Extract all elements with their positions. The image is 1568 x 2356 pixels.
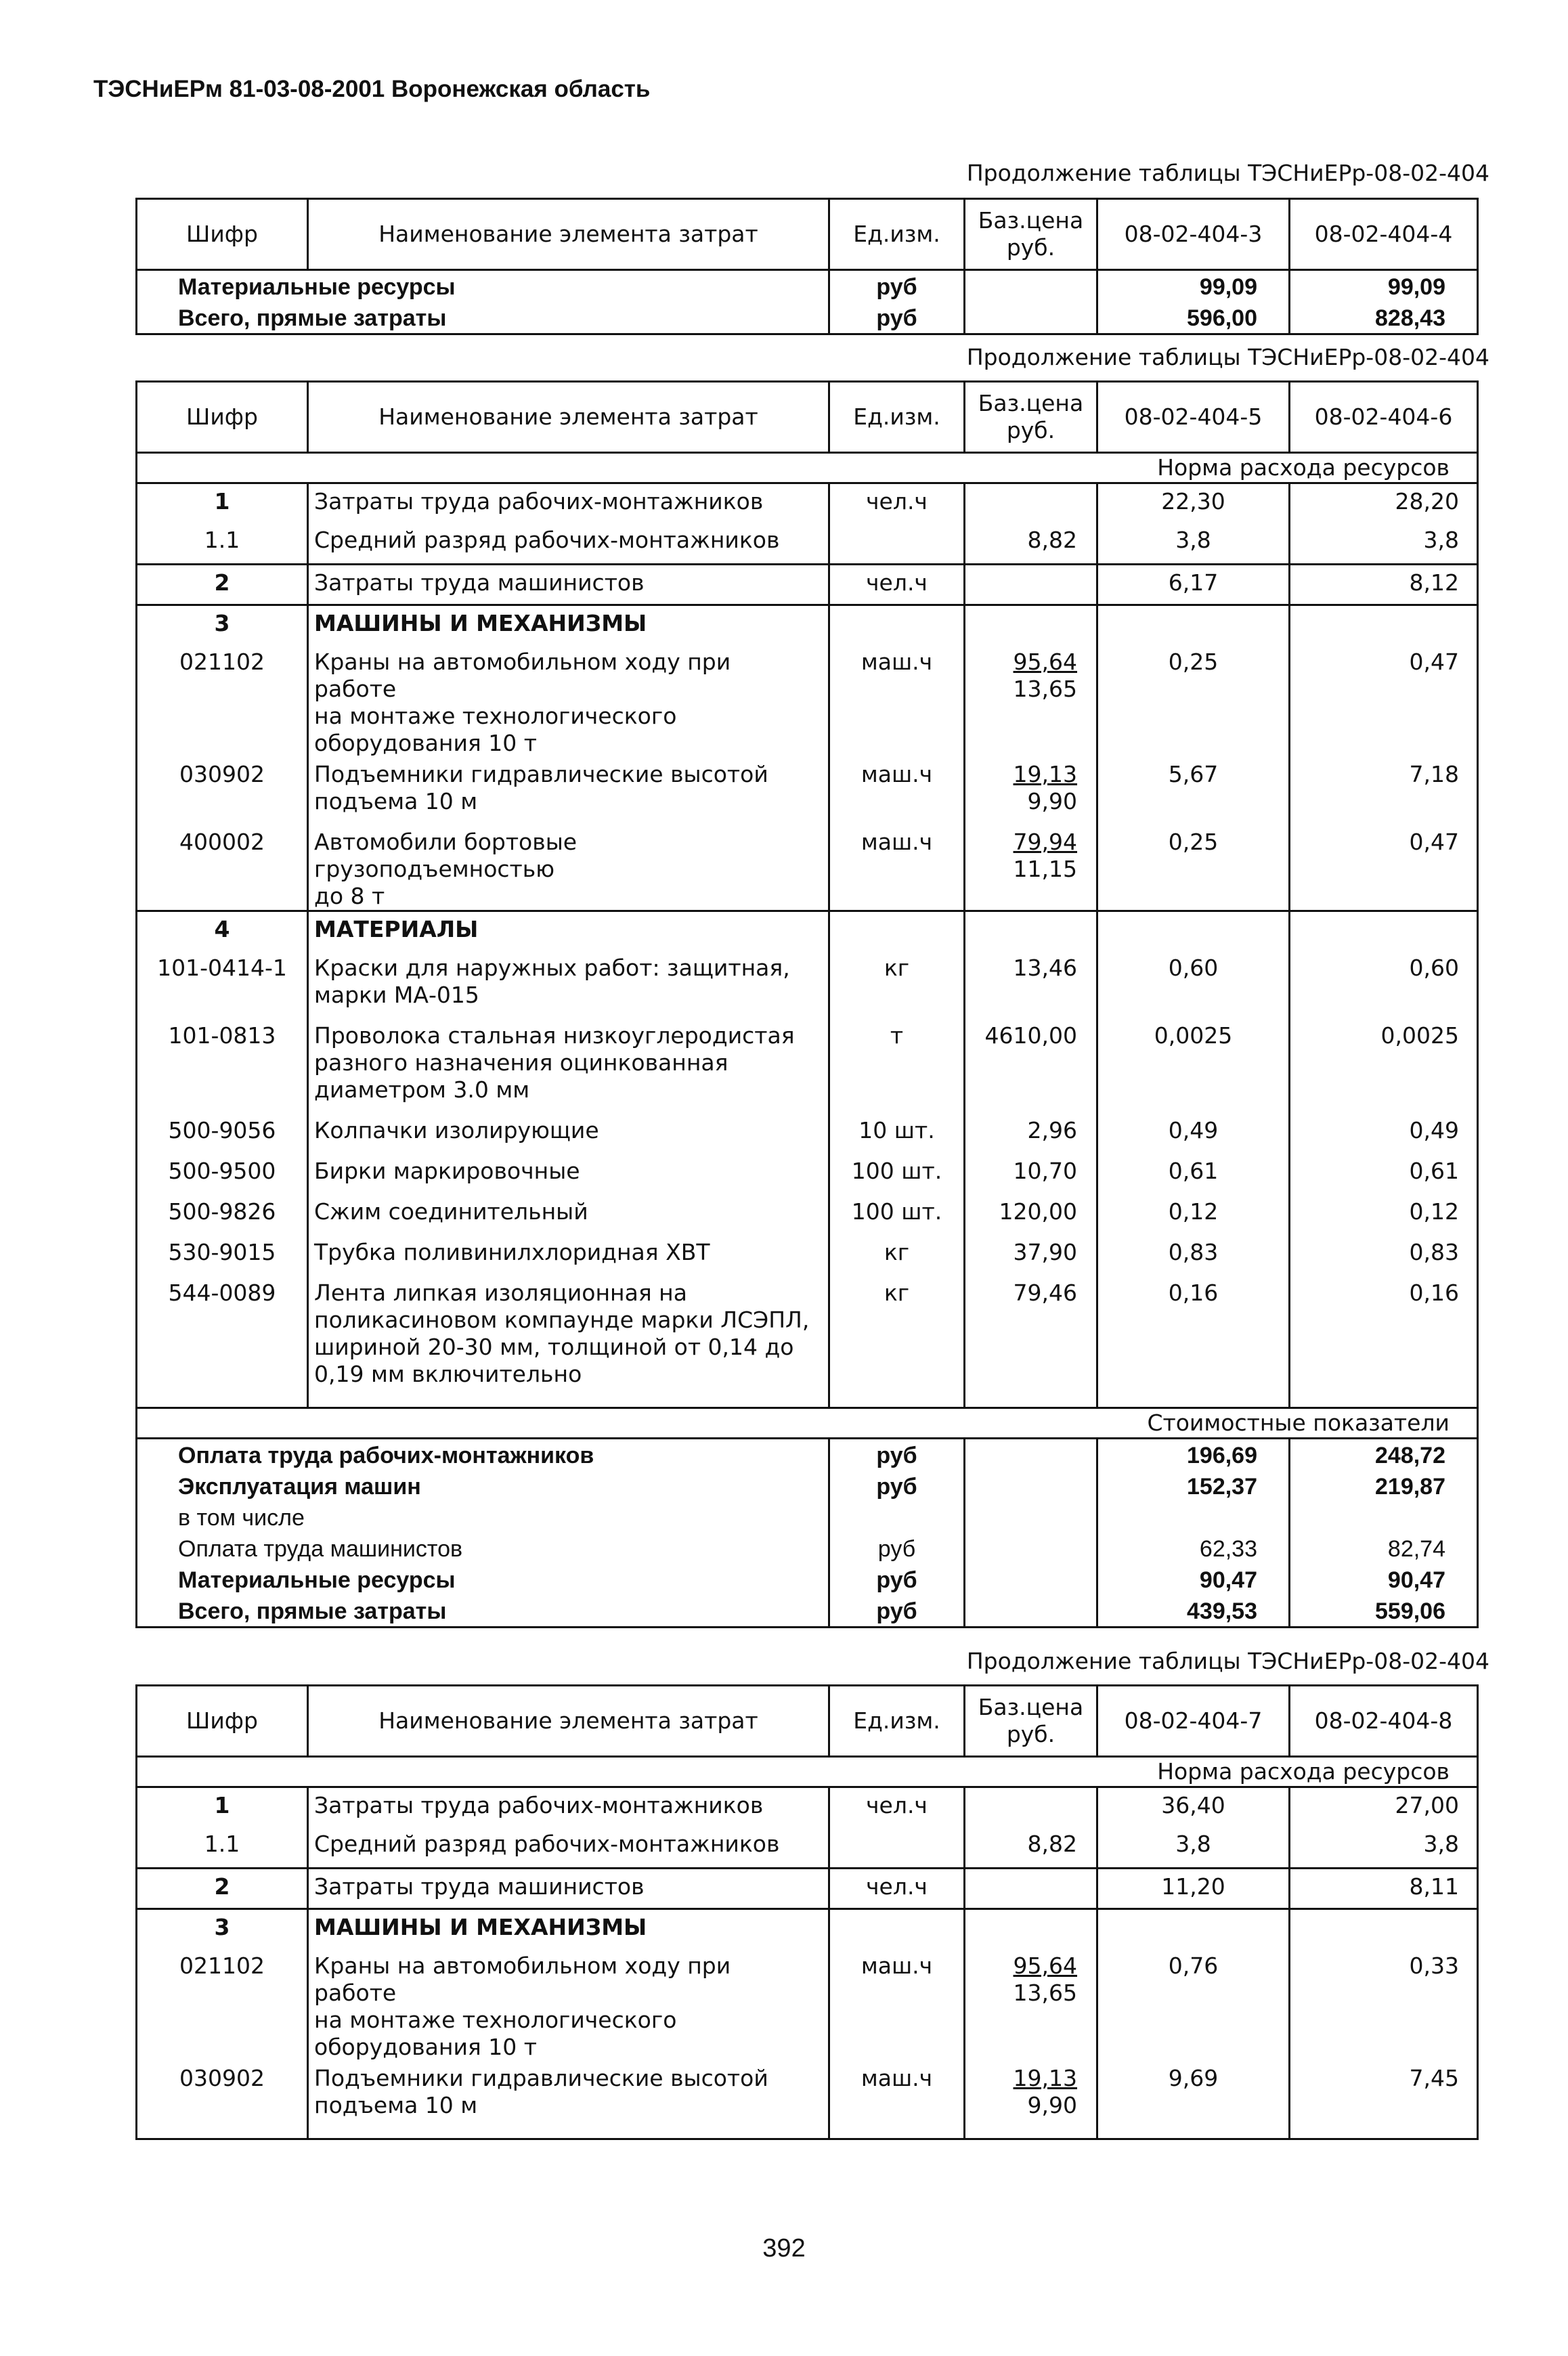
table-row xyxy=(137,1867,1477,1908)
summary-value-col1: 62,33 xyxy=(1096,1533,1288,1564)
row-price xyxy=(963,484,1096,523)
row-value-col1: 3,8 xyxy=(1096,523,1288,563)
summary-name: Материальные ресурсы xyxy=(178,274,456,300)
summary-row xyxy=(137,302,1477,333)
summary-value-col1: 596,00 xyxy=(1096,302,1288,333)
norm-subheader: Норма расхода ресурсов xyxy=(137,452,1477,482)
row-price xyxy=(963,1827,1096,1867)
row-unit: маш.ч xyxy=(828,757,963,825)
page-header: ТЭСНиЕРм 81-03-08-2001 Воронежская область xyxy=(93,76,651,102)
summary-price xyxy=(963,1439,1096,1470)
table-row xyxy=(137,1194,1477,1235)
row-unit: чел.ч xyxy=(828,1869,963,1908)
table-row xyxy=(137,1908,1477,1948)
spacer-cell xyxy=(137,2129,307,2138)
table-row xyxy=(137,825,1477,910)
row-price xyxy=(963,645,1096,757)
row-code: 1 xyxy=(214,488,230,515)
row-name: МАШИНЫ И МЕХАНИЗМЫ xyxy=(307,606,828,645)
summary-unit: руб xyxy=(828,1533,963,1564)
row-unit xyxy=(828,1910,963,1948)
row-value-col2: 0,12 xyxy=(1288,1194,1477,1235)
summary-price xyxy=(963,1595,1096,1626)
table-row xyxy=(137,482,1477,523)
summary-row xyxy=(137,269,1477,302)
summary-unit: руб xyxy=(828,1470,963,1502)
spacer-cell xyxy=(1288,1397,1477,1407)
summary-price xyxy=(963,302,1096,333)
row-code: 101-0414-1 xyxy=(157,955,287,981)
summary-unit: руб xyxy=(828,302,963,333)
price-wage: 13,65 xyxy=(1013,676,1077,702)
row-value-col2: 0,49 xyxy=(1288,1113,1477,1154)
row-value-col2: 0,16 xyxy=(1288,1275,1477,1397)
table-row xyxy=(137,563,1477,604)
header-price: Баз.цена руб. xyxy=(963,200,1096,269)
price-total: 95,64 xyxy=(1013,649,1077,675)
table-spacer xyxy=(137,1397,1477,1407)
header-col2: 08-02-404-8 xyxy=(1288,1686,1477,1755)
row-price xyxy=(963,1275,1096,1397)
summary-value-col2: 82,74 xyxy=(1288,1533,1477,1564)
table-spacer xyxy=(137,2129,1477,2138)
row-name: Колпачки изолирующие xyxy=(307,1113,828,1154)
price-wage: 8,82 xyxy=(1027,1831,1077,1857)
row-value-col2: 0,0025 xyxy=(1288,1018,1477,1113)
cost-subheader: Стоимостные показатели xyxy=(137,1407,1477,1437)
table-row xyxy=(137,645,1477,757)
table-row xyxy=(137,1948,1477,2061)
table-row xyxy=(137,604,1477,645)
row-unit: 10 шт. xyxy=(828,1113,963,1154)
row-price xyxy=(963,2061,1096,2129)
row-name: Затраты труда рабочих-монтажников xyxy=(307,1788,828,1827)
row-value-col1: 22,30 xyxy=(1096,484,1288,523)
row-price xyxy=(963,1194,1096,1235)
row-unit: 100 шт. xyxy=(828,1154,963,1194)
summary-value-col2: 219,87 xyxy=(1288,1470,1477,1502)
row-code: 030902 xyxy=(179,761,265,787)
row-code: 544-0089 xyxy=(168,1280,276,1306)
row-value-col1: 0,83 xyxy=(1096,1235,1288,1275)
spacer-cell xyxy=(828,1397,963,1407)
table-row xyxy=(137,910,1477,951)
row-price xyxy=(963,1018,1096,1113)
row-name: Проволока стальная низкоуглеродистая разного назначения оцинкованная диаметром 3.0 мм xyxy=(307,1018,828,1113)
row-name: Средний разряд рабочих-монтажников xyxy=(307,523,828,563)
row-value-col2: 28,20 xyxy=(1288,484,1477,523)
row-unit: 100 шт. xyxy=(828,1194,963,1235)
table-row xyxy=(137,1786,1477,1827)
table-row xyxy=(137,1018,1477,1113)
header-price: Баз.цена руб. xyxy=(963,1686,1096,1755)
table-row xyxy=(137,1827,1477,1867)
row-value-col1: 0,16 xyxy=(1096,1275,1288,1397)
row-value-col1: 36,40 xyxy=(1096,1788,1288,1827)
row-code: 530-9015 xyxy=(168,1239,276,1265)
row-unit: чел.ч xyxy=(828,484,963,523)
summary-value-col2: 90,47 xyxy=(1288,1564,1477,1595)
table-row xyxy=(137,1235,1477,1275)
row-code: 500-9056 xyxy=(168,1117,276,1143)
summary-price xyxy=(963,271,1096,302)
summary-price xyxy=(963,1470,1096,1502)
row-code: 3 xyxy=(214,1914,230,1940)
row-price xyxy=(963,565,1096,604)
header-col2: 08-02-404-4 xyxy=(1288,200,1477,269)
row-price xyxy=(963,951,1096,1018)
row-unit: чел.ч xyxy=(828,1788,963,1827)
row-price xyxy=(963,523,1096,563)
row-name: Автомобили бортовые грузоподъемностью до 8 т xyxy=(307,825,828,910)
summary-name: Всего, прямые затраты xyxy=(178,1598,447,1624)
resource-table xyxy=(135,198,1479,335)
table-caption: Продолжение таблицы ТЭСНиЕРр-08-02-404 xyxy=(966,1648,1489,1674)
row-value-col1: 5,67 xyxy=(1096,757,1288,825)
table-row xyxy=(137,757,1477,825)
row-value-col2: 7,18 xyxy=(1288,757,1477,825)
summary-unit: руб xyxy=(828,1595,963,1626)
spacer-cell xyxy=(828,2129,963,2138)
page-number: 392 xyxy=(762,2234,806,2263)
summary-value-col2: 99,09 xyxy=(1288,271,1477,302)
table-row xyxy=(137,1154,1477,1194)
header-code: Шифр xyxy=(186,221,258,247)
table-header-row xyxy=(137,200,1477,269)
price-wage: 11,15 xyxy=(1013,856,1077,882)
spacer-cell xyxy=(1096,2129,1288,2138)
price-wage: 8,82 xyxy=(1027,527,1077,553)
price-wage: 4610,00 xyxy=(984,1022,1077,1049)
row-unit: маш.ч xyxy=(828,1948,963,2061)
header-col2: 08-02-404-6 xyxy=(1288,383,1477,452)
row-name: Краны на автомобильном ходу при работе на монтаже технологического оборудования 10 т xyxy=(307,1948,828,2061)
spacer-cell xyxy=(963,1397,1096,1407)
row-unit xyxy=(828,523,963,563)
table-row xyxy=(137,2061,1477,2129)
summary-row xyxy=(137,1533,1477,1564)
row-name: Бирки маркировочные xyxy=(307,1154,828,1194)
price-total: 19,13 xyxy=(1013,2065,1077,2091)
price-wage: 37,90 xyxy=(1013,1239,1077,1265)
price-total: 19,13 xyxy=(1013,761,1077,787)
row-unit xyxy=(828,912,963,951)
row-name: Краски для наружных работ: защитная, марки МА-015 xyxy=(307,951,828,1018)
summary-name: в том числе xyxy=(178,1505,305,1531)
row-unit: маш.ч xyxy=(828,645,963,757)
summary-name: Материальные ресурсы xyxy=(178,1567,456,1593)
row-value-col1: 11,20 xyxy=(1096,1869,1288,1908)
header-price: Баз.цена руб. xyxy=(963,383,1096,452)
row-price xyxy=(963,1910,1096,1948)
row-value-col2 xyxy=(1288,606,1477,645)
table-header-row xyxy=(137,383,1477,452)
row-code: 500-9500 xyxy=(168,1158,276,1184)
spacer-cell xyxy=(1096,1397,1288,1407)
row-value-col1: 6,17 xyxy=(1096,565,1288,604)
row-price xyxy=(963,912,1096,951)
row-value-col1: 0,61 xyxy=(1096,1154,1288,1194)
header-col1: 08-02-404-5 xyxy=(1096,383,1288,452)
row-code: 1.1 xyxy=(204,1831,240,1857)
table-caption: Продолжение таблицы ТЭСНиЕРр-08-02-404 xyxy=(966,344,1489,370)
header-col1: 08-02-404-3 xyxy=(1096,200,1288,269)
summary-row xyxy=(137,1470,1477,1502)
price-wage: 79,46 xyxy=(1013,1280,1077,1306)
row-name: Краны на автомобильном ходу при работе на монтаже технологического оборудования 10 т xyxy=(307,645,828,757)
row-price xyxy=(963,1788,1096,1827)
summary-value-col1: 99,09 xyxy=(1096,271,1288,302)
row-name: Затраты труда машинистов xyxy=(307,1869,828,1908)
row-value-col1: 0,76 xyxy=(1096,1948,1288,2061)
row-value-col1: 0,49 xyxy=(1096,1113,1288,1154)
header-unit: Ед.изм. xyxy=(828,200,963,269)
row-unit xyxy=(828,606,963,645)
price-wage: 120,00 xyxy=(999,1198,1077,1225)
row-price xyxy=(963,1113,1096,1154)
header-name: Наименование элемента затрат xyxy=(307,200,828,269)
summary-value-col1: 196,69 xyxy=(1096,1439,1288,1470)
row-price xyxy=(963,1235,1096,1275)
price-wage: 13,46 xyxy=(1013,955,1077,981)
row-value-col1: 0,0025 xyxy=(1096,1018,1288,1113)
row-value-col1 xyxy=(1096,912,1288,951)
row-value-col1: 0,12 xyxy=(1096,1194,1288,1235)
summary-row xyxy=(137,1595,1477,1626)
row-code: 1 xyxy=(214,1792,230,1818)
row-unit: т xyxy=(828,1018,963,1113)
summary-price xyxy=(963,1533,1096,1564)
norm-subheader: Норма расхода ресурсов xyxy=(137,1755,1477,1786)
header-name: Наименование элемента затрат xyxy=(307,383,828,452)
row-value-col2: 0,47 xyxy=(1288,825,1477,910)
resource-table xyxy=(135,1684,1479,2140)
header-code: Шифр xyxy=(186,403,258,430)
spacer-cell xyxy=(1288,2129,1477,2138)
row-unit: кг xyxy=(828,1235,963,1275)
row-value-col2: 0,33 xyxy=(1288,1948,1477,2061)
summary-value-col2: 559,06 xyxy=(1288,1595,1477,1626)
summary-name: Оплата труда рабочих-монтажников xyxy=(178,1443,594,1468)
table-caption: Продолжение таблицы ТЭСНиЕРр-08-02-404 xyxy=(966,160,1489,186)
row-value-col2: 0,60 xyxy=(1288,951,1477,1018)
spacer-cell xyxy=(137,1397,307,1407)
row-value-col2 xyxy=(1288,912,1477,951)
summary-unit: руб xyxy=(828,1564,963,1595)
row-code: 4 xyxy=(214,916,230,942)
row-name: Затраты труда рабочих-монтажников xyxy=(307,484,828,523)
table-row xyxy=(137,951,1477,1018)
price-wage: 13,65 xyxy=(1013,1980,1077,2006)
summary-unit: руб xyxy=(828,271,963,302)
summary-unit xyxy=(828,1502,963,1533)
row-code: 1.1 xyxy=(204,527,240,553)
price-total: 79,94 xyxy=(1013,829,1077,855)
row-unit: маш.ч xyxy=(828,825,963,910)
resource-table xyxy=(135,380,1479,1628)
price-wage: 9,90 xyxy=(1027,2092,1077,2118)
summary-row xyxy=(137,1502,1477,1533)
row-unit: кг xyxy=(828,951,963,1018)
row-code: 101-0813 xyxy=(168,1022,276,1049)
row-unit: кг xyxy=(828,1275,963,1397)
row-name: МАТЕРИАЛЫ xyxy=(307,912,828,951)
row-name: Средний разряд рабочих-монтажников xyxy=(307,1827,828,1867)
row-price xyxy=(963,757,1096,825)
row-value-col2 xyxy=(1288,1910,1477,1948)
table-row xyxy=(137,1275,1477,1397)
row-code: 3 xyxy=(214,610,230,636)
table-header-row xyxy=(137,1686,1477,1755)
summary-price xyxy=(963,1564,1096,1595)
price-wage: 9,90 xyxy=(1027,788,1077,814)
summary-value-col2 xyxy=(1288,1502,1477,1533)
row-name: Лента липкая изоляционная на поликасиновом компаунде марки ЛСЭПЛ, шириной 20-30 мм, толщиной от 0,14 до 0,19 мм включительно xyxy=(307,1275,828,1397)
row-value-col2: 3,8 xyxy=(1288,1827,1477,1867)
summary-price xyxy=(963,1502,1096,1533)
row-name: Подъемники гидравлические высотой подъема 10 м xyxy=(307,2061,828,2129)
header-unit: Ед.изм. xyxy=(828,383,963,452)
row-value-col1 xyxy=(1096,1910,1288,1948)
row-value-col2: 8,12 xyxy=(1288,565,1477,604)
row-name: Подъемники гидравлические высотой подъема 10 м xyxy=(307,757,828,825)
summary-name: Эксплуатация машин xyxy=(178,1474,421,1500)
row-value-col2: 8,11 xyxy=(1288,1869,1477,1908)
row-price xyxy=(963,1948,1096,2061)
summary-row xyxy=(137,1437,1477,1470)
table-row xyxy=(137,1113,1477,1154)
row-value-col2: 27,00 xyxy=(1288,1788,1477,1827)
summary-value-col1: 152,37 xyxy=(1096,1470,1288,1502)
row-name: Сжим соединительный xyxy=(307,1194,828,1235)
row-price xyxy=(963,825,1096,910)
summary-value-col2: 248,72 xyxy=(1288,1439,1477,1470)
summary-value-col1: 90,47 xyxy=(1096,1564,1288,1595)
row-price xyxy=(963,1154,1096,1194)
price-wage: 10,70 xyxy=(1013,1158,1077,1184)
row-code: 030902 xyxy=(179,2065,265,2091)
row-value-col1: 3,8 xyxy=(1096,1827,1288,1867)
row-value-col1: 9,69 xyxy=(1096,2061,1288,2129)
row-value-col1 xyxy=(1096,606,1288,645)
price-total: 95,64 xyxy=(1013,1953,1077,1979)
row-value-col2: 0,83 xyxy=(1288,1235,1477,1275)
row-value-col2: 0,47 xyxy=(1288,645,1477,757)
header-unit: Ед.изм. xyxy=(828,1686,963,1755)
row-name: МАШИНЫ И МЕХАНИЗМЫ xyxy=(307,1910,828,1948)
summary-unit: руб xyxy=(828,1439,963,1470)
summary-value-col1 xyxy=(1096,1502,1288,1533)
row-code: 400002 xyxy=(179,829,265,855)
summary-name: Оплата труда машинистов xyxy=(178,1536,463,1562)
row-value-col2: 3,8 xyxy=(1288,523,1477,563)
row-price xyxy=(963,606,1096,645)
row-code: 2 xyxy=(214,1873,230,1900)
header-name: Наименование элемента затрат xyxy=(307,1686,828,1755)
row-value-col1: 0,25 xyxy=(1096,825,1288,910)
row-code: 021102 xyxy=(179,649,265,675)
spacer-cell xyxy=(307,2129,828,2138)
row-value-col1: 0,60 xyxy=(1096,951,1288,1018)
header-col1: 08-02-404-7 xyxy=(1096,1686,1288,1755)
summary-name: Всего, прямые затраты xyxy=(178,305,447,331)
row-code: 2 xyxy=(214,569,230,596)
row-unit xyxy=(828,1827,963,1867)
row-value-col2: 0,61 xyxy=(1288,1154,1477,1194)
spacer-cell xyxy=(307,1397,828,1407)
spacer-cell xyxy=(963,2129,1096,2138)
summary-value-col1: 439,53 xyxy=(1096,1595,1288,1626)
row-name: Трубка поливинилхлоридная ХВТ xyxy=(307,1235,828,1275)
row-unit: маш.ч xyxy=(828,2061,963,2129)
row-price xyxy=(963,1869,1096,1908)
row-value-col1: 0,25 xyxy=(1096,645,1288,757)
table-row xyxy=(137,523,1477,563)
header-code: Шифр xyxy=(186,1707,258,1734)
price-wage: 2,96 xyxy=(1027,1117,1077,1143)
row-unit: чел.ч xyxy=(828,565,963,604)
summary-row xyxy=(137,1564,1477,1595)
row-value-col2: 7,45 xyxy=(1288,2061,1477,2129)
summary-value-col2: 828,43 xyxy=(1288,302,1477,333)
row-code: 021102 xyxy=(179,1953,265,1979)
row-name: Затраты труда машинистов xyxy=(307,565,828,604)
row-code: 500-9826 xyxy=(168,1198,276,1225)
